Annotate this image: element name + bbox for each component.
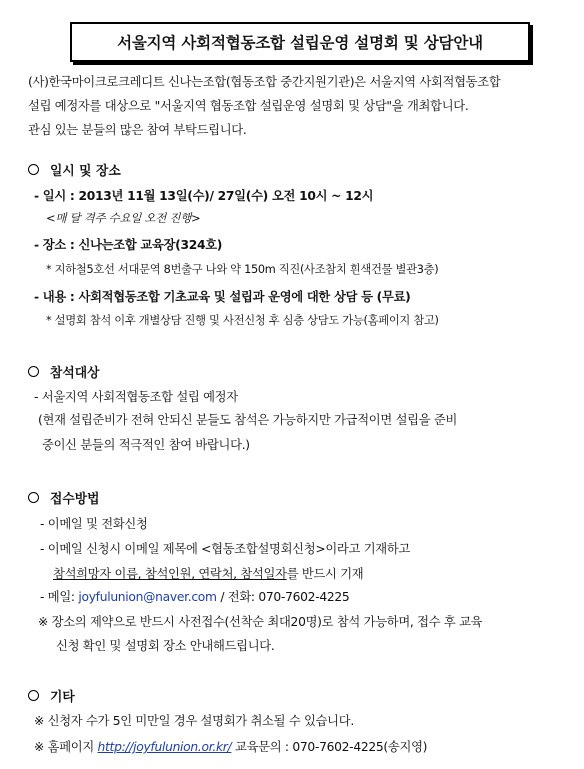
circle-bullet-icon <box>28 690 39 701</box>
homepage-link[interactable]: http://joyfulunion.or.kr/ <box>97 740 232 754</box>
section-heading-schedule <box>28 160 121 179</box>
apply-contact-line <box>40 587 349 605</box>
target-line-2: (현재 설립준비가 전혀 안되신 분들도 참석은 가능하지만 가급적이면 설립을 준비 <box>38 413 458 427</box>
notice-title-box <box>70 22 530 62</box>
intro-line-1: (사)한국마이크로크레디트 신나는조합(협동조합 중간지원기관)은 서울지역 사회적협동조합 <box>28 75 501 89</box>
etc-line-1: ※ 신청자 수가 5인 미만일 경우 설명회가 취소될 수 있습니다. <box>34 714 354 728</box>
intro-paragraph <box>28 70 564 142</box>
circle-bullet-icon <box>28 366 39 377</box>
section-heading-etc <box>28 686 75 705</box>
schedule-content: - 내용 : 사회적협동조합 기초교육 및 설립과 운영에 대한 상담 등 (무료) <box>34 290 411 304</box>
required-fields-suffix: 를 반드시 기재 <box>286 567 364 581</box>
intro-line-2: 설립 예정자를 대상으로 "서울지역 협동조합 설립운영 설명회 및 상담"을 개최합니다. <box>28 99 469 113</box>
required-fields-text: 참석희망자 이름, 참석인원, 연락처, 참석일자 <box>53 567 287 581</box>
section-heading-target <box>28 362 99 381</box>
apply-line-3 <box>53 564 363 582</box>
section-heading-text: 참석대상 <box>50 366 100 381</box>
inquiry-text: 교육문의 : 070-7602-4225(송지영) <box>231 740 428 754</box>
phone-text: / 전화: 070-7602-4225 <box>216 590 350 604</box>
apply-note-1: ※ 장소의 제약으로 반드시 사전접수(선착순 최대20명)로 참석 가능하며, 접수 후 교육 <box>38 615 483 629</box>
schedule-date: - 일시 : 2013년 11월 13일(수)/ 27일(수) 오전 10시 ~ 12시 <box>34 189 374 203</box>
section-heading-text: 기타 <box>50 690 75 705</box>
homepage-prefix: ※ 홈페이지 <box>34 740 98 754</box>
schedule-place-note: * 지하철5호선 서대문역 8번출구 나와 약 150m 직진(사조참치 흰색건물 별관3층) <box>46 263 439 276</box>
circle-bullet-icon <box>28 492 39 503</box>
intro-line-3: 관심 있는 분들의 많은 참여 부탁드립니다. <box>28 123 247 137</box>
etc-homepage-line <box>34 737 427 755</box>
circle-bullet-icon <box>28 164 39 175</box>
email-address-link[interactable]: joyfulunion@naver.com <box>78 590 217 604</box>
apply-line-2: - 이메일 신청시 이메일 제목에 <협동조합설명회신청>이라고 기재하고 <box>40 542 411 556</box>
apply-line-1: - 이메일 및 전화신청 <box>40 517 148 531</box>
section-heading-text: 접수방법 <box>50 492 100 507</box>
target-line-1: - 서울지역 사회적협동조합 설립 예정자 <box>34 390 238 404</box>
schedule-place: - 장소 : 신나는조합 교육장(324호) <box>34 238 223 252</box>
section-heading-apply <box>28 488 99 507</box>
schedule-date-note: <매 달 격주 수요일 오전 진행> <box>46 211 201 225</box>
schedule-content-note: * 설명회 참석 이후 개별상담 진행 및 사전신청 후 심층 상담도 가능(홈페이지 참고) <box>46 314 439 327</box>
mail-prefix: - 메일: <box>40 590 79 604</box>
target-line-3: 중이신 분들의 적극적인 참여 바랍니다.) <box>42 438 250 452</box>
section-heading-text: 일시 및 장소 <box>50 164 121 179</box>
apply-note-2: 신청 확인 및 설명회 장소 안내해드립니다. <box>56 639 275 653</box>
notice-title: 서울지역 사회적협동조합 설립운영 설명회 및 상담안내 <box>117 34 483 52</box>
